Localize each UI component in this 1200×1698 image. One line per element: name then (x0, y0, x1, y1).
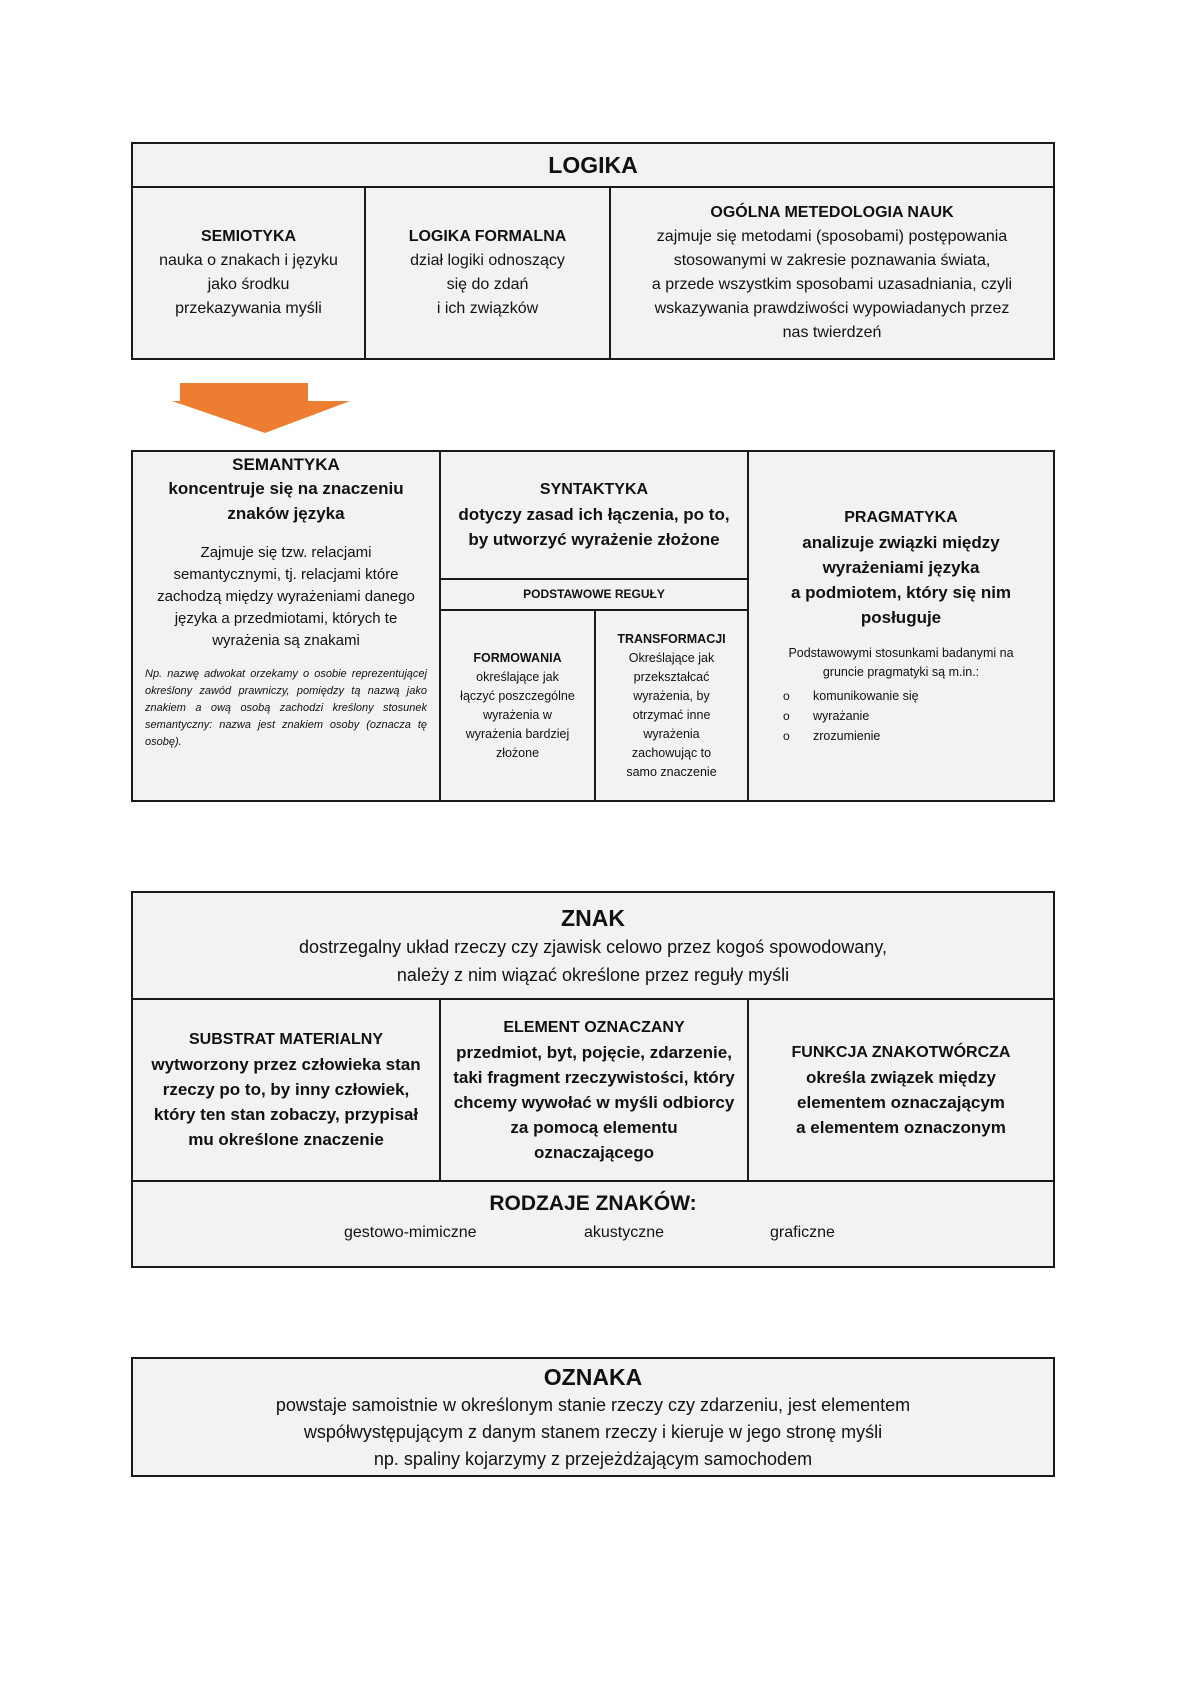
oznaka-line: współwystępującym z danym stanem rzeczy i kieruje w jego stronę myśli (303, 1421, 883, 1442)
down-arrow-icon (170, 383, 360, 435)
metodologia-cell (611, 188, 1053, 358)
formowania-line: wyrażenia bardziej (465, 726, 570, 741)
list-item: o komunikowanie się (775, 686, 919, 706)
oznaka-line: np. spaliny kojarzymy z przejeżdżającym samochodem (373, 1448, 813, 1469)
oznaka-box (131, 1357, 1055, 1477)
substrat-line: wytworzony przez człowieka stan (151, 1055, 421, 1074)
semiotyka-branches-box (131, 450, 1055, 802)
pragmatyka-line: analizuje związki między (802, 533, 1000, 552)
syntaktyka-cell (441, 452, 747, 578)
formowania-line: wyrażenia w (483, 707, 552, 722)
metodologia-line: a przede wszystkim sposobami uzasadniania, czyli (651, 276, 1013, 293)
semantyka-line: znaków języka (227, 504, 345, 523)
pragmatyka-desc: Podstawowymi stosunkami badanymi na (788, 646, 1014, 660)
rodzaje-title: RODZAJE ZNAKÓW: (489, 1192, 697, 1215)
funkcja-line: elementem oznaczającym (797, 1092, 1005, 1112)
formowania-line: złożone (495, 745, 540, 760)
pragmatyka-line: wyrażeniami języka (822, 558, 980, 577)
transformacji-line: zachowując to (631, 745, 712, 760)
funkcja-line: a elementem oznaczonym (796, 1117, 1006, 1137)
syntaktyka-title: SYNTAKTYKA (539, 481, 649, 498)
transformacji-line: Określające jak (628, 650, 715, 665)
funkcja-line: określa związek między (806, 1067, 996, 1087)
transformacji-cell (596, 611, 747, 800)
znak-line: dostrzegalny układ rzeczy czy zjawisk celowo przez kogoś spowodowany, (299, 936, 887, 957)
rodzaje-cell (133, 1182, 1053, 1266)
semantyka-desc: zachodzą między wyrażeniami danego (157, 588, 415, 605)
rodzaje-item: gestowo-mimiczne (344, 1224, 477, 1241)
semantyka-desc: semantycznymi, tj. relacjami które (173, 566, 399, 583)
substrat-line: rzeczy po to, by inny człowiek, (162, 1080, 410, 1099)
formowania-title: FORMOWANIA (473, 650, 562, 665)
metodologia-line: nas twierdzeń (782, 324, 882, 341)
substrat-line: mu określone znaczenie (188, 1130, 384, 1149)
syntaktyka-line: dotyczy zasad ich łączenia, po to, (458, 505, 730, 524)
element-line: za pomocą elementu (510, 1117, 678, 1137)
semiotyka-cell (133, 188, 364, 358)
element-title: ELEMENT OZNACZANY (503, 1018, 685, 1036)
logika-title-cell (133, 144, 1053, 186)
formowania-line: określające jak (476, 669, 559, 684)
element-line: oznaczającego (534, 1142, 654, 1162)
transformacji-line: wyrażenia, by (633, 688, 710, 703)
semantyka-desc: języka a przedmiotami, których te (174, 610, 398, 627)
funkcja-cell (749, 1000, 1053, 1180)
semantyka-desc: Zajmuje się tzw. relacjami (200, 544, 372, 561)
semiotyka-line: jako środku (207, 276, 290, 293)
pragmatyka-line: a podmiotem, który się nim (790, 583, 1012, 602)
rodzaje-item: akustyczne (584, 1224, 665, 1241)
formowania-line: łączyć poszczególne (460, 688, 575, 703)
substrat-cell (133, 1000, 439, 1180)
list-item: o wyrażanie (775, 706, 919, 726)
metodologia-title: OGÓLNA METEDOLOGIA NAUK (710, 204, 954, 221)
znak-box (131, 891, 1055, 1268)
list-item: o zrozumienie (775, 726, 919, 746)
semantyka-title: SEMANTYKA (232, 455, 340, 474)
formowania-cell (441, 611, 594, 800)
substrat-title: SUBSTRAT MATERIALNY (188, 1031, 384, 1048)
semantyka-example: Np. nazwę adwokat orzekamy o osobie reprezentującej określony zawód prawniczy, pomiędzy tą nazwą jako znakiem a ową osobą zachodzi kreślony stosunek semantyczny: nazwa jest znakiem osoby (oznacza tę osobę). (145, 668, 427, 748)
semantyka-desc: wyrażenia są znakami (212, 632, 360, 649)
transformacji-line: przekształcać (633, 669, 710, 684)
transformacji-title: TRANSFORMACJI (617, 631, 726, 646)
metodologia-line: stosowanymi w zakresie poznawania świata, (673, 252, 991, 269)
logika-formalna-cell (366, 188, 609, 358)
pragmatyka-title: PRAGMATYKA (844, 509, 958, 526)
metodologia-line: wskazywania prawdziwości wypowiadanych przez (654, 300, 1010, 317)
logika-box (131, 142, 1055, 360)
transformacji-line: otrzymać inne (632, 707, 711, 722)
element-line: chcemy wywołać w myśli odbiorcy (453, 1092, 735, 1112)
oznaka-cell (133, 1359, 1053, 1475)
semantyka-line: koncentruje się na znaczeniu (168, 479, 404, 498)
logika-formalna-line: i ich związków (436, 300, 539, 317)
pragmatyka-list (775, 686, 919, 746)
metodologia-line: zajmuje się metodami (sposobami) postępowania (656, 228, 1008, 245)
pragmatyka-desc: gruncie pragmatyki są m.in.: (822, 665, 980, 679)
logika-title: LOGIKA (548, 151, 638, 178)
logika-formalna-line: się do zdań (446, 276, 529, 293)
element-cell (441, 1000, 747, 1180)
znak-line: należy z nim wiązać określone przez reguły myśli (396, 964, 790, 985)
syntaktyka-line: by utworzyć wyrażenie złożone (468, 530, 720, 549)
pragmatyka-line: posługuje (860, 608, 942, 627)
logika-formalna-line: dział logiki odnoszący (410, 252, 565, 269)
funkcja-title: FUNKCJA ZNAKOTWÓRCZA (791, 1043, 1011, 1061)
rodzaje-item: graficzne (770, 1224, 835, 1241)
rules-header-cell (441, 579, 747, 609)
element-line: przedmiot, byt, pojęcie, zdarzenie, (456, 1042, 732, 1062)
oznaka-title: OZNAKA (543, 1363, 643, 1390)
transformacji-line: wyrażenia (643, 726, 700, 741)
element-line: taki fragment rzeczywistości, który (453, 1067, 735, 1087)
semiotyka-line: nauka o znakach i języku (159, 252, 338, 269)
transformacji-line: samo znaczenie (626, 764, 717, 779)
znak-title: ZNAK (561, 904, 625, 931)
znak-header-cell (133, 893, 1053, 998)
rules-header: PODSTAWOWE REGUŁY (523, 587, 665, 601)
oznaka-line: powstaje samoistnie w określonym stanie rzeczy czy zdarzeniu, jest elementem (275, 1394, 911, 1415)
semiotyka-line: przekazywania myśli (175, 300, 322, 317)
substrat-line: który ten stan zobaczy, przypisał (153, 1105, 419, 1124)
semantyka-cell (133, 452, 439, 800)
logika-formalna-title: LOGIKA FORMALNA (408, 228, 567, 245)
semiotyka-title: SEMIOTYKA (200, 228, 297, 245)
pragmatyka-cell (749, 452, 1053, 800)
